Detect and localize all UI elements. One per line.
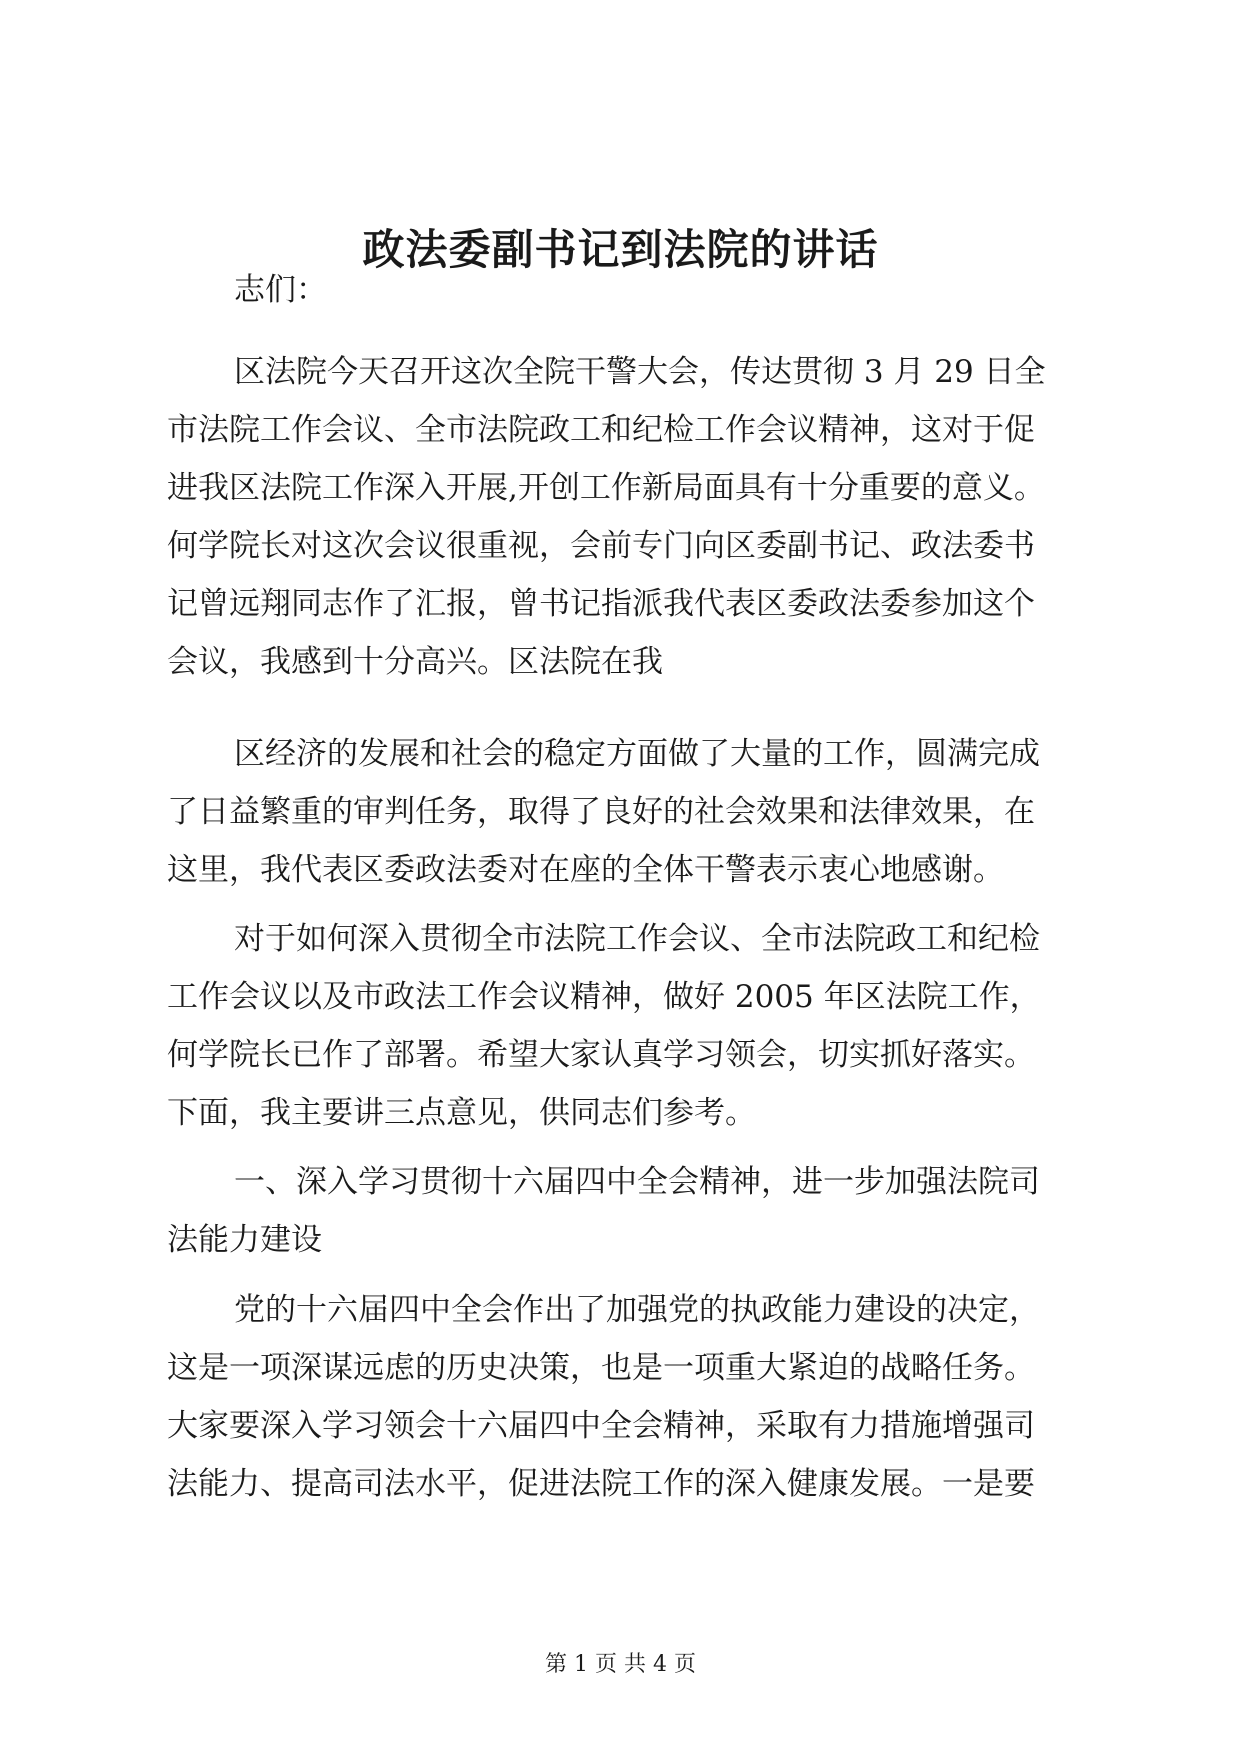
section-heading: 法能力建设	[167, 1222, 322, 1258]
paragraph-line: 这是一项深谋远虑的历史决策，也是一项重大紧迫的战略任务。	[167, 1350, 1035, 1386]
section-heading: 一、深入学习贯彻十六届四中全会精神，进一步加强法院司	[234, 1164, 1040, 1200]
paragraph-line: 区经济的发展和社会的稳定方面做了大量的工作，圆满完成	[234, 736, 1040, 772]
paragraph-line: 会议，我感到十分高兴。区法院在我	[167, 644, 663, 680]
document-title: 政法委副书记到法院的讲话	[362, 225, 879, 274]
paragraph-line: 进我区法院工作深入开展,开创工作新局面具有十分重要的意义。	[167, 470, 1045, 506]
paragraph-line: 何学院长已作了部署。希望大家认真学习领会，切实抓好落实。	[167, 1037, 1035, 1073]
paragraph-line: 下面，我主要讲三点意见，供同志们参考。	[167, 1095, 756, 1131]
paragraph-line: 志们：	[234, 272, 327, 308]
paragraph-line: 这里，我代表区委政法委对在座的全体干警表示衷心地感谢。	[167, 852, 1004, 888]
paragraph-line: 党的十六届四中全会作出了加强党的执政能力建设的决定，	[234, 1292, 1040, 1328]
paragraph-line: 了日益繁重的审判任务，取得了良好的社会效果和法律效果，在	[167, 794, 1035, 830]
page-footer: 第 1 页 共 4 页	[545, 1652, 696, 1677]
paragraph-line: 工作会议以及市政法工作会议精神，做好 2005 年区法院工作，	[167, 979, 1041, 1015]
paragraph-line: 大家要深入学习领会十六届四中全会精神，采取有力措施增强司	[167, 1408, 1035, 1444]
paragraph-line: 法能力、提高司法水平，促进法院工作的深入健康发展。一是要	[167, 1466, 1035, 1502]
paragraph-line: 何学院长对这次会议很重视，会前专门向区委副书记、政法委书	[167, 528, 1035, 564]
paragraph-line: 区法院今天召开这次全院干警大会，传达贯彻 3 月 29 日全	[234, 354, 1046, 390]
paragraph-line: 市法院工作会议、全市法院政工和纪检工作会议精神，这对于促	[167, 412, 1035, 448]
paragraph-line: 对于如何深入贯彻全市法院工作会议、全市法院政工和纪检	[234, 921, 1040, 957]
paragraph-line: 记曾远翔同志作了汇报，曾书记指派我代表区委政法委参加这个	[167, 586, 1035, 622]
